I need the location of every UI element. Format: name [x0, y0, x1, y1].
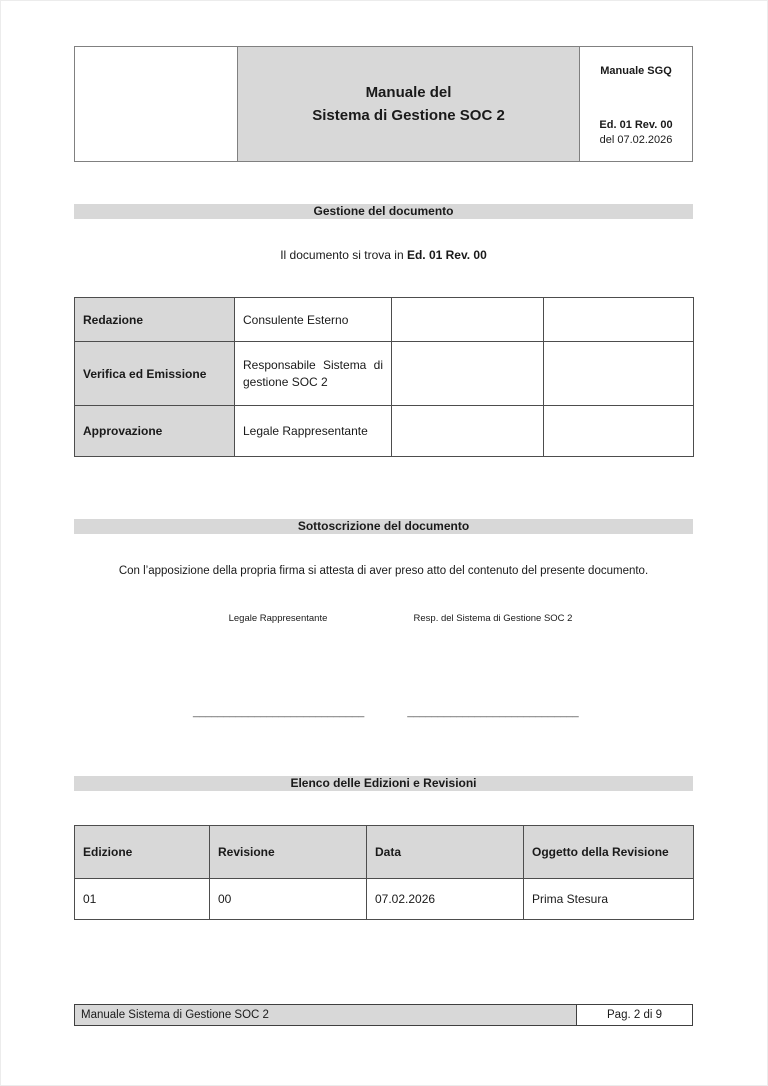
page-footer — [74, 1004, 693, 1026]
column-header-edizione: Edizione — [75, 826, 210, 879]
cell-edizione: 01 — [75, 879, 210, 920]
document-meta-cell — [580, 47, 692, 161]
table-row — [75, 879, 694, 920]
doc-code: Manuale SGQ — [600, 65, 672, 77]
intro-prefix: Il documento si trova in — [280, 248, 407, 262]
cell-data: 07.02.2026 — [367, 879, 524, 920]
column-header-revisione: Revisione — [210, 826, 367, 879]
title-line-2: Sistema di Gestione SOC 2 — [312, 107, 505, 124]
section-banner-revisioni: Elenco delle Edizioni e Revisioni — [74, 776, 693, 791]
empty-cell — [392, 342, 544, 406]
section-banner-sottoscrizione: Sottoscrizione del documento — [74, 519, 693, 534]
row-label: Approvazione — [75, 406, 235, 457]
table-row — [75, 342, 694, 406]
intro-text — [74, 248, 693, 262]
table-header-row — [75, 826, 694, 879]
roles-table — [74, 297, 694, 457]
intro-edition: Ed. 01 Rev. 00 — [406, 248, 487, 262]
column-header-data: Data — [367, 826, 524, 879]
document-title-cell — [238, 47, 580, 161]
section-banner-gestione: Gestione del documento — [74, 204, 693, 219]
doc-edition: Ed. 01 Rev. 00 — [599, 119, 673, 132]
logo-placeholder-cell — [75, 47, 238, 161]
document-header — [74, 46, 693, 162]
empty-cell — [544, 342, 694, 406]
row-value: Consulente Esterno — [235, 298, 392, 342]
signature-line-right: ____________________________ — [407, 706, 579, 718]
empty-cell — [392, 298, 544, 342]
row-value: Legale Rappresentante — [235, 406, 392, 457]
revisions-table — [74, 825, 694, 920]
statement-text: Con l’apposizione della propria firma si attesta di aver preso atto del contenuto del presente documento. — [118, 565, 649, 577]
empty-cell — [544, 406, 694, 457]
footer-page-number: Pag. 2 di 9 — [607, 1009, 662, 1021]
column-header-oggetto: Oggetto della Revisione — [524, 826, 694, 879]
doc-edition-block — [599, 118, 672, 148]
cell-revisione: 00 — [210, 879, 367, 920]
signature-line-left: ____________________________ — [193, 706, 365, 718]
title-line-1: Manuale del — [365, 83, 452, 101]
table-row — [75, 298, 694, 342]
empty-cell — [544, 298, 694, 342]
row-label: Verifica ed Emissione — [75, 342, 235, 406]
doc-edition-date: del 07.02.2026 — [599, 134, 673, 147]
empty-cell — [392, 406, 544, 457]
row-label: Redazione — [75, 298, 235, 342]
signature-label-left: Legale Rappresentante — [228, 613, 328, 624]
footer-document-name: Manuale Sistema di Gestione SOC 2 — [75, 1005, 577, 1025]
row-value: Responsabile Sistema di gestione SOC 2 — [235, 342, 392, 406]
table-row — [75, 406, 694, 457]
cell-oggetto: Prima Stesura — [524, 879, 694, 920]
signature-label-right: Resp. del Sistema di Gestione SOC 2 — [413, 613, 573, 624]
